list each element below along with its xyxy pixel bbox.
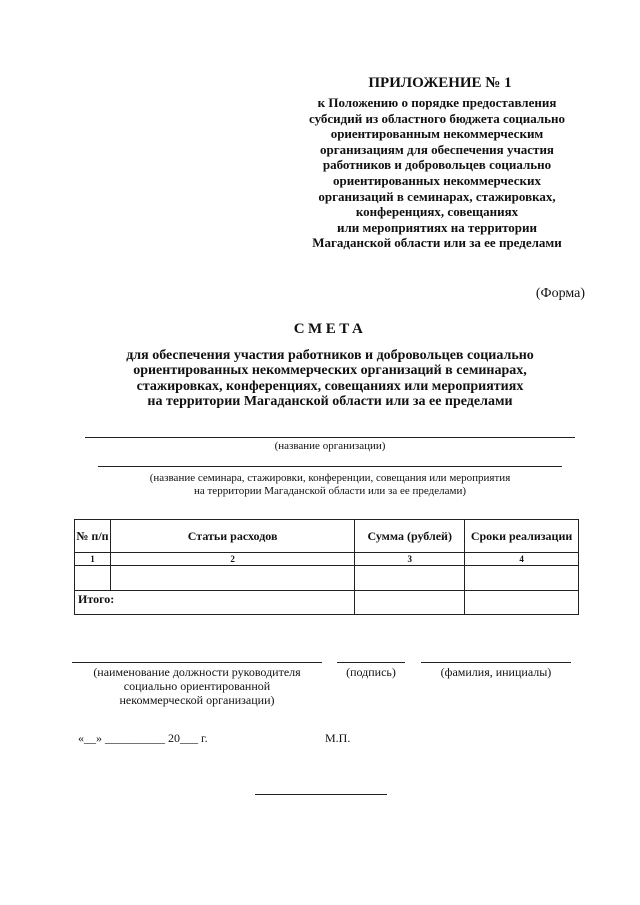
signature-caption: (подпись) — [346, 665, 396, 679]
appendix-line: к Положению о порядке предоставления — [317, 95, 557, 110]
table-cell[interactable] — [465, 566, 579, 591]
header-amount: Сумма (рублей) — [355, 520, 465, 553]
subtitle-line: стажировках, конференциях, совещаниях или мероприятиях — [136, 378, 524, 394]
event-name-line[interactable] — [98, 466, 562, 467]
document-subtitle — [85, 348, 575, 410]
subtitle-line: на территории Магаданской области или за ее пределами — [147, 394, 513, 410]
date-line — [78, 731, 298, 746]
column-number: 1 — [75, 553, 111, 566]
column-number: 3 — [355, 553, 465, 566]
total-terms-cell[interactable] — [465, 591, 579, 615]
date-month-blank[interactable]: __________ — [105, 731, 165, 745]
signature-line[interactable] — [337, 662, 405, 663]
org-name-line[interactable] — [85, 437, 575, 438]
table-header-row — [75, 520, 579, 553]
header-terms: Сроки реализации — [465, 520, 579, 553]
appendix-line: ориентированным некоммерческим — [330, 126, 544, 142]
date-open-quote: « — [78, 731, 84, 745]
subtitle-line: для обеспечения участия работников и добровольцев социально — [126, 348, 534, 363]
column-number: 4 — [465, 553, 579, 566]
form-label: (Форма) — [535, 286, 585, 301]
table-cell[interactable] — [75, 566, 111, 591]
name-caption: (фамилия, инициалы) — [440, 665, 552, 679]
appendix-title: ПРИЛОЖЕНИЕ № 1 — [368, 75, 512, 91]
appendix-line: конференциях, совещаниях — [355, 204, 519, 220]
position-caption-line: (наименование должности руководителя — [93, 665, 301, 679]
position-caption-line: некоммерческой организации) — [119, 693, 275, 707]
event-caption-line: (название семинара, стажировки, конференции, совещания или мероприятия — [149, 472, 511, 484]
table-total-row — [75, 591, 579, 615]
appendix-line: ориентированных некоммерческих — [333, 172, 541, 188]
column-number: 2 — [110, 553, 354, 566]
appendix-line: организаций в семинарах, стажировках, — [318, 188, 556, 204]
appendix-description — [282, 95, 592, 251]
position-line[interactable] — [72, 662, 322, 663]
subtitle-line: ориентированных некоммерческих организаций в семинарах, — [133, 363, 527, 379]
total-label: Итого: — [75, 591, 355, 615]
table-cell[interactable] — [110, 566, 354, 591]
expense-table — [74, 519, 579, 615]
document-title: СМЕТА — [293, 321, 367, 337]
date-year-blank[interactable]: ___ — [180, 731, 198, 745]
table-cell[interactable] — [355, 566, 465, 591]
name-line[interactable] — [421, 662, 571, 663]
appendix-line: субсидий из областного бюджета социально — [308, 110, 565, 126]
event-name-caption — [98, 472, 562, 498]
appendix-line: или мероприятиях на территории — [336, 219, 538, 235]
appendix-line: работников и добровольцев социально — [322, 157, 552, 173]
org-name-caption: (название организации) — [274, 440, 386, 452]
appendix-line: Магаданской области или за ее пределами — [312, 235, 562, 251]
appendix-line: организациям для обеспечения участия — [320, 141, 554, 157]
position-caption — [72, 665, 322, 707]
table-row — [75, 566, 579, 591]
table-column-numbers-row — [75, 553, 579, 566]
bottom-line — [255, 794, 387, 795]
header-number: № п/п — [75, 520, 111, 553]
date-close-quote: » — [96, 731, 102, 745]
stamp-label: М.П. — [325, 731, 351, 745]
date-day-blank[interactable]: __ — [84, 731, 96, 745]
date-year-prefix: 20 — [168, 731, 180, 745]
position-caption-line: социально ориентированной — [123, 679, 271, 693]
date-year-suffix: г. — [201, 731, 208, 745]
header-expense-items: Статьи расходов — [110, 520, 354, 553]
event-caption-line: на территории Магаданской области или за ее пределами) — [193, 485, 467, 497]
total-amount-cell[interactable] — [355, 591, 465, 615]
